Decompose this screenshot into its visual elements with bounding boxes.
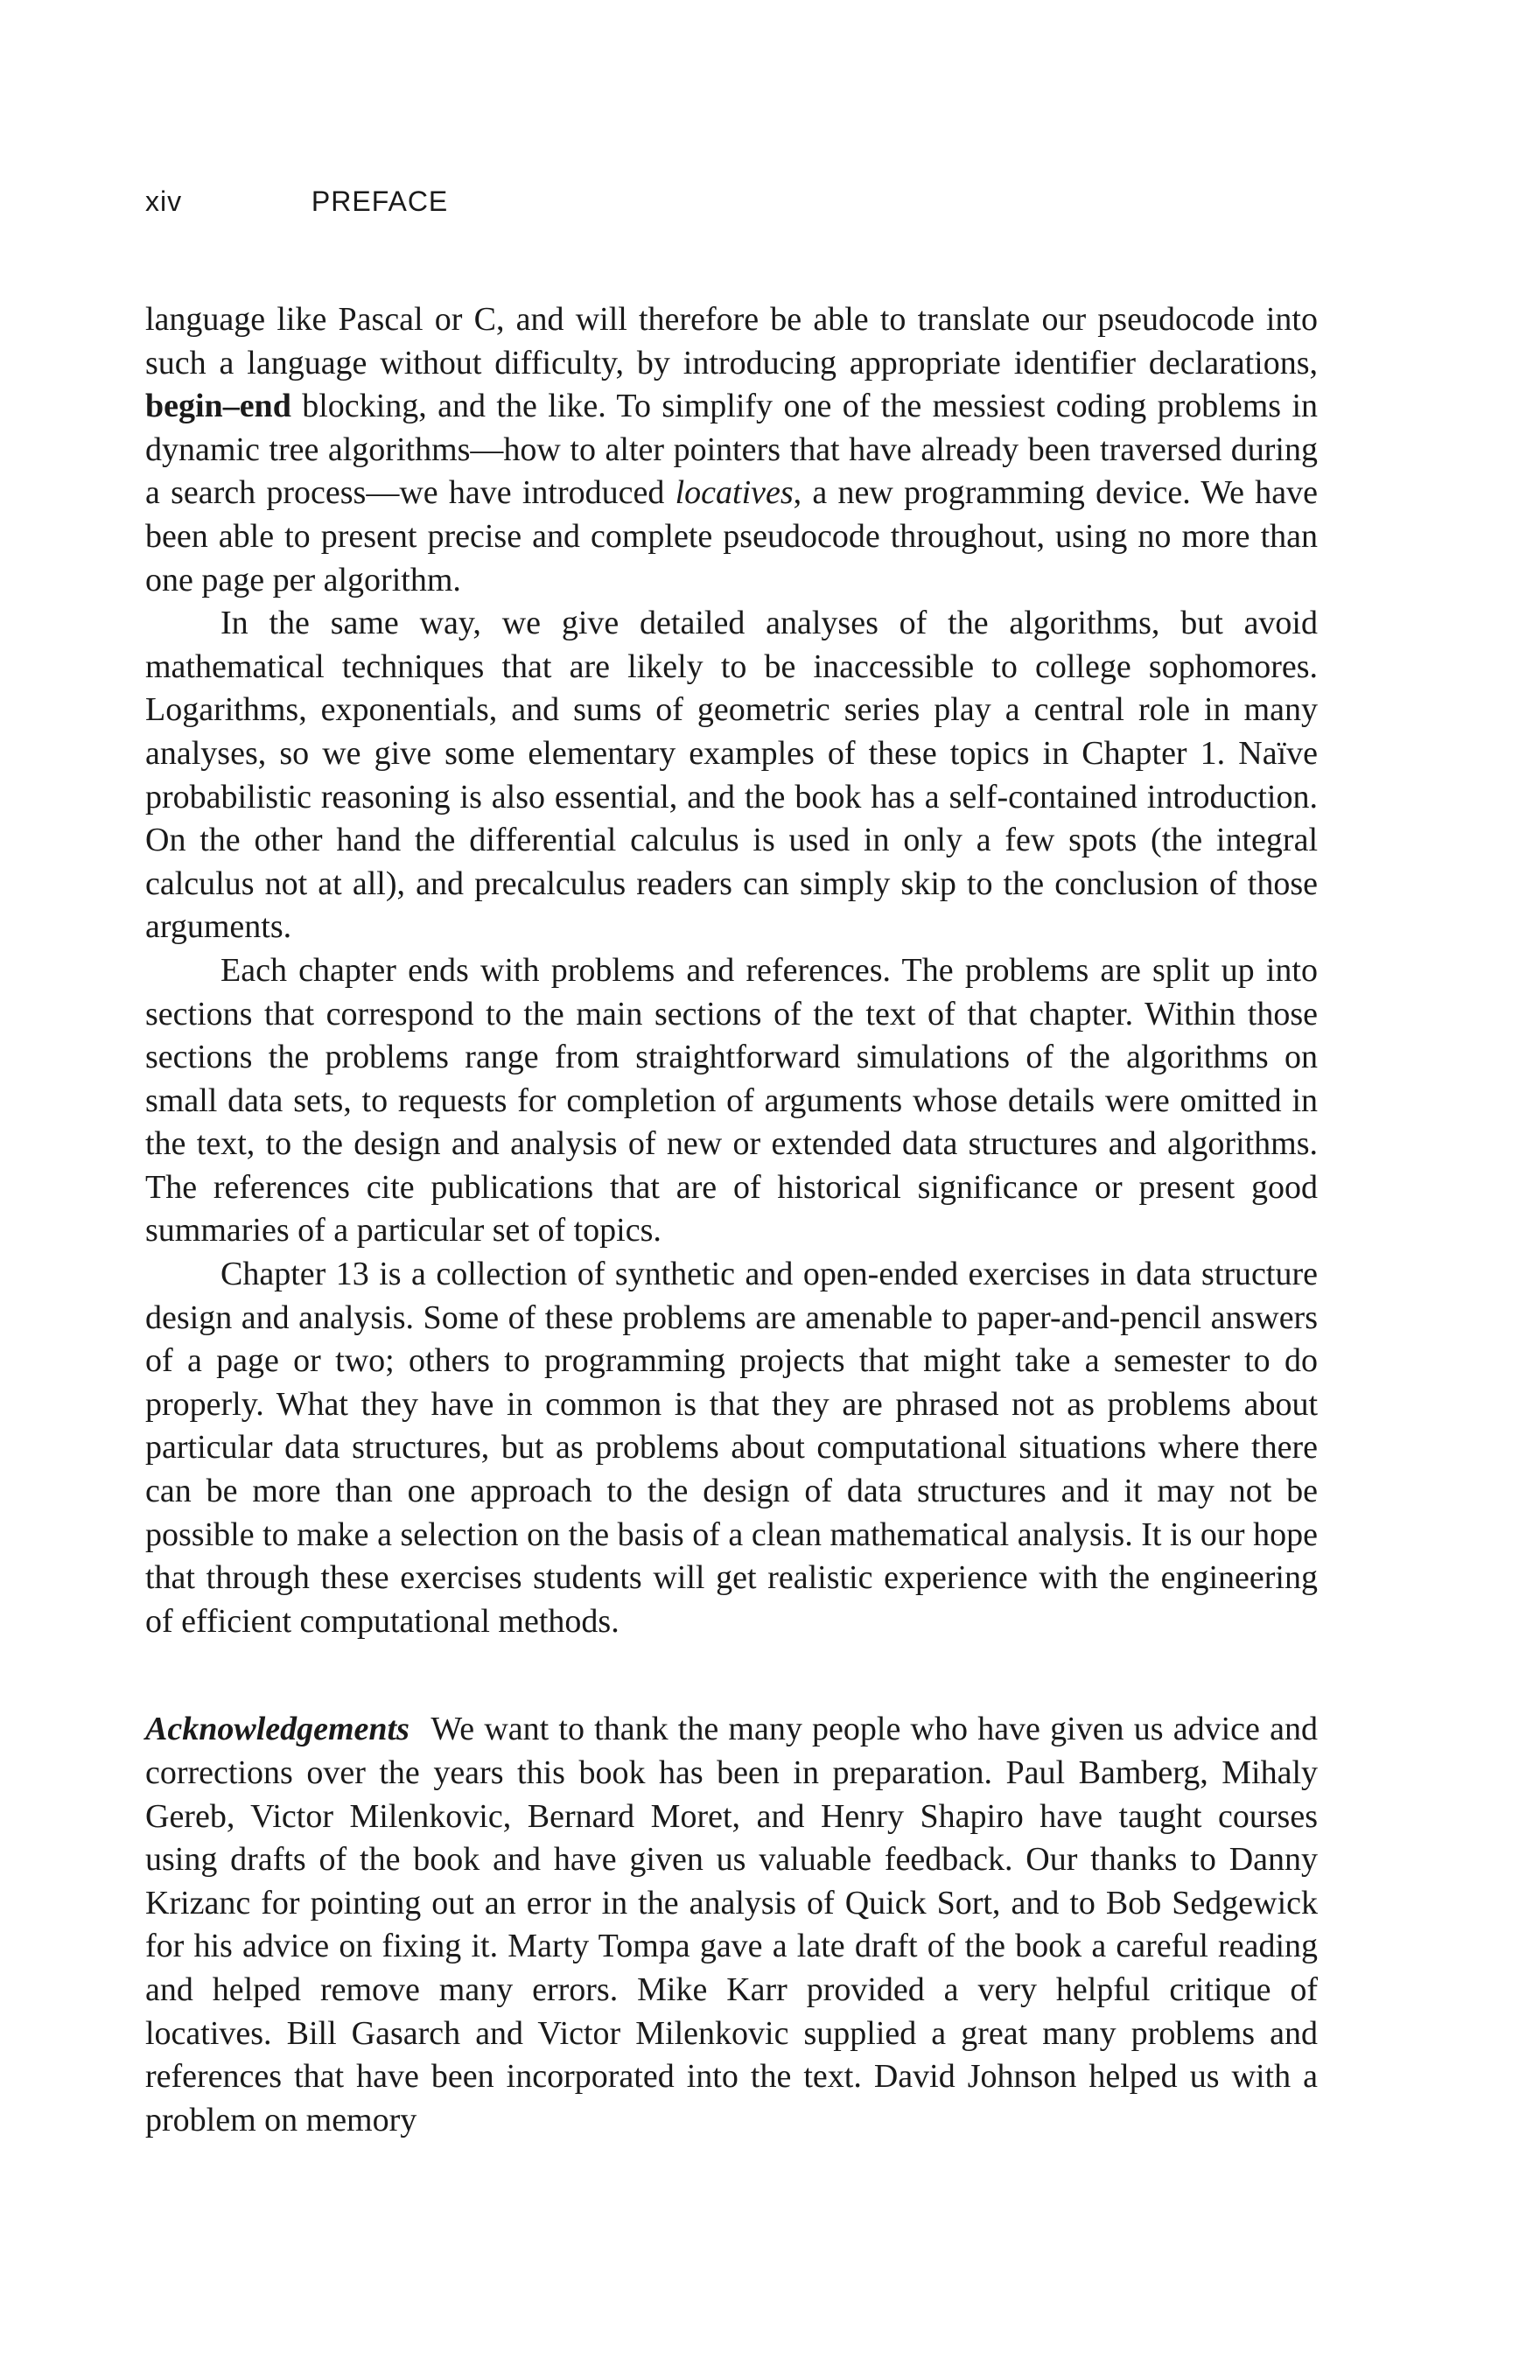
running-head — [145, 175, 448, 228]
paragraph-problems: Each chapter ends with problems and references. The problems are split up into sections that correspond to the main sections of the text of that chapter. Within those sections the problems range from straightforward simulations of the algorithms on small data sets, to requests for completion of arguments whose details were omitted in the text, to the design and analysis of new or extended data structures and algorithms. The references cite publications that are of historical significance or present good summaries of a particular set of topics. — [145, 951, 1318, 1250]
paragraph-pseudocode — [145, 298, 1318, 602]
acknowledgements-heading: Acknowledgements — [145, 1711, 410, 1748]
begin-end-keyword: begin–end — [145, 388, 291, 425]
page-number: xiv — [145, 186, 183, 217]
acknowledgements-text: We want to thank the many people who have given us advice and corrections over the years this book has been in preparation. Paul Bamberg, Mihaly Gereb, Victor Milenkovic, Bernard Moret, and Henry Shapiro have taught courses using drafts of the book and have given us valuable feedback. Our thanks to Danny Krizanc for pointing out an error in the analysis of Quick Sort, and to Bob Sedgewick for his advice on fixing it. Marty Tompa gave a late draft of the book a careful reading and helped remove many errors. Mike Karr provided a very helpful critique of locatives. Bill Gasarch and Victor Milenkovic supplied a great many problems and references that have been incorporated into the text. David Johnson helped us with a problem on memory — [145, 1711, 1318, 2138]
section-title: PREFACE — [311, 186, 449, 217]
p1-text-a: language like Pascal or C, and will therefore be able to translate our pseudocode into such a language without difficulty, by introducing appropriate identifier declarations, — [145, 301, 1318, 382]
paragraph-chapter-13: Chapter 13 is a collection of synthetic and open-ended exercises in data structure design and analysis. Some of these problems are amenable to paper-and-pencil answers of a page or two; others to programming projects that might take a semester to do properly. What they have in common is that they are phrased not as problems about particular data structures, but as problems about computational situations where there can be more than one approach to the design of data structures and it may not be possible to make a selection on the basis of a clean mathematical analysis. It is our hope that through these exercises students will get realistic experience with the engineering of efficient computational methods. — [145, 1256, 1318, 1640]
body-text — [145, 298, 1318, 2142]
p1-text-c: , a new programming device. We have been able to present precise and complete pseudocode throughout, using no more than one page per algorithm. — [145, 474, 1318, 598]
paragraph-analyses: In the same way, we give detailed analyses of the algorithms, but avoid mathematical techniques that are likely to be inaccessible to college sophomores. Logarithms, exponentials, and sums of geometric series play a central role in many analyses, so we give some elementary examples of these topics in Chapter 1. Naïve probabilistic reasoning is also essential, and the book has a self-contained introduction. On the other hand the differential calculus is used in only a few spots (the integral calculus not at all), and precalculus readers can simply skip to the conclusion of those arguments. — [145, 605, 1318, 946]
paragraph-acknowledgements — [145, 1708, 1318, 2142]
locatives-term: locatives — [675, 474, 794, 512]
p1-text-b: blocking, and the like. To simplify one of the messiest coding problems in dynamic tree algorithms—how to alter pointers that have already been traversed during a search process—we have introduced — [145, 388, 1318, 512]
